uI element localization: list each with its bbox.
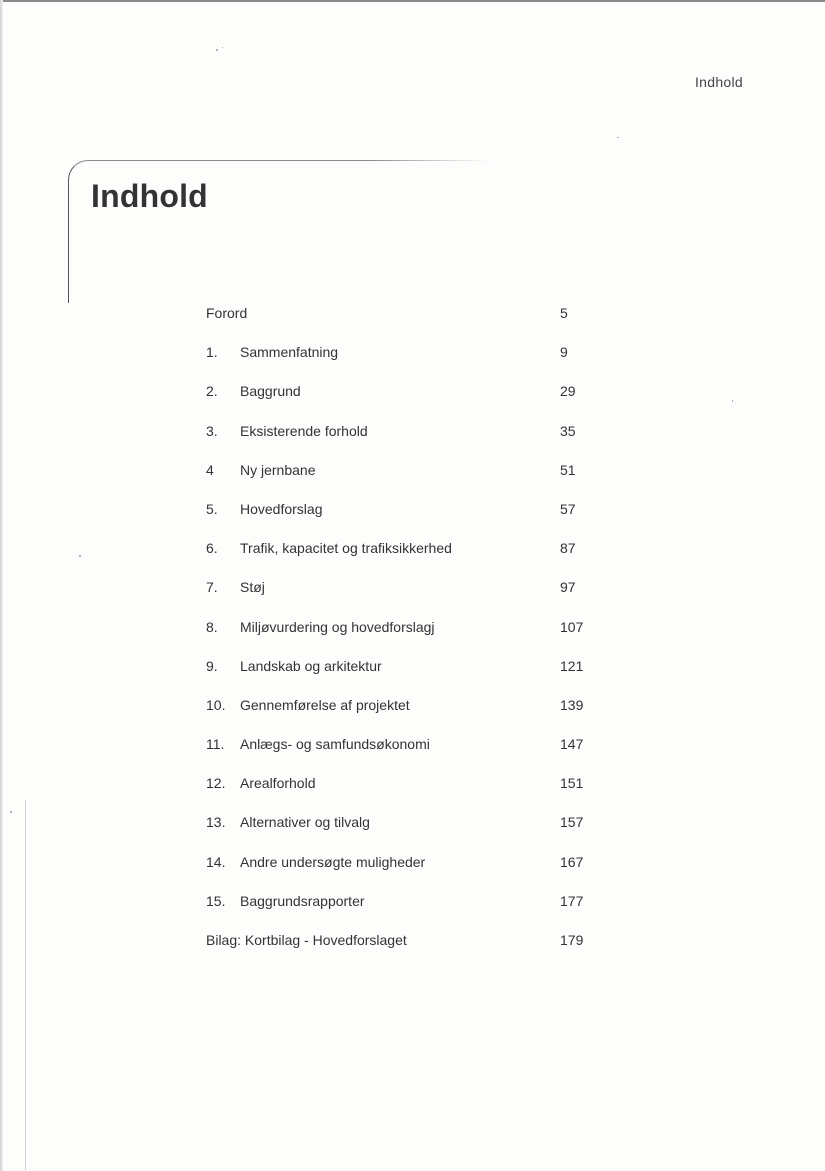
scan-speck	[79, 555, 81, 557]
page-title: Indhold	[91, 178, 208, 214]
toc-entry	[206, 575, 586, 614]
toc-entry-page: 107	[560, 618, 584, 635]
toc-entry	[206, 889, 586, 928]
toc-entry-number: 8.	[206, 618, 218, 635]
toc-entry-number: 2.	[206, 383, 218, 400]
scan-top-edge	[0, 0, 825, 2]
toc-entry-title: Forord	[206, 305, 248, 321]
toc-entry	[206, 497, 586, 536]
toc-entry	[206, 850, 586, 889]
toc-entry-number: 4	[206, 461, 214, 478]
toc-entry-page: 5	[560, 305, 568, 321]
toc-entry-page: 9	[560, 344, 568, 361]
toc-entry-page: 57	[560, 500, 576, 517]
toc-entry-title: Gennemførelse af projektet	[240, 696, 410, 713]
toc-entry-number: 11.	[206, 736, 225, 753]
toc-entry-title: Trafik, kapacitet og trafiksikkerhed	[240, 540, 452, 557]
toc-entry-page: 167	[560, 853, 584, 870]
toc-entry-page: 97	[560, 579, 576, 596]
toc-entry-page: 121	[560, 657, 584, 674]
scan-speck	[222, 47, 223, 48]
toc-entry-title: Baggrund	[240, 383, 301, 400]
toc-entry	[206, 732, 586, 771]
toc-entry-page: 177	[560, 892, 584, 909]
toc-entry-page: 35	[560, 422, 576, 439]
toc-entry-title: Hovedforslag	[240, 500, 323, 517]
toc-entry-page: 29	[560, 383, 576, 400]
toc-entry	[206, 340, 586, 379]
toc-entry	[206, 379, 586, 418]
toc-entry-number: 3.	[206, 422, 218, 439]
toc-entry-number: 13.	[206, 814, 226, 831]
toc-entry	[206, 536, 586, 575]
toc-entry-title: Landskab og arkitektur	[240, 657, 382, 674]
toc-entry-title: Miljøvurdering og hovedforslagj	[240, 618, 435, 635]
scan-speck	[732, 400, 733, 402]
toc-entry-number: 5.	[206, 500, 218, 517]
toc-entry-page: 179	[560, 932, 584, 948]
toc-entry-page: 87	[560, 540, 576, 557]
toc-entry-title: Anlægs- og samfundsøkonomi	[240, 736, 430, 753]
toc-entry	[206, 928, 586, 967]
toc-entry-title: Alternativer og tilvalg	[240, 814, 370, 831]
toc-entry-page: 51	[560, 461, 576, 478]
toc-entry-page: 157	[560, 814, 584, 831]
toc-entry-title: Støj	[240, 579, 265, 596]
toc-entry	[206, 771, 586, 810]
toc-entry-number: 12.	[206, 775, 226, 792]
toc-entry-page: 151	[560, 775, 584, 792]
toc-entry-title: Bilag: Kortbilag - Hovedforslaget	[206, 932, 407, 948]
toc-entry-number: 14.	[206, 853, 226, 870]
scan-speck	[617, 137, 619, 138]
toc-entry-number: 6.	[206, 540, 218, 557]
toc-entry-number: 15.	[206, 892, 226, 909]
table-of-contents	[206, 301, 586, 967]
toc-entry	[206, 615, 586, 654]
toc-entry	[206, 458, 586, 497]
toc-entry-page: 139	[560, 696, 584, 713]
toc-entry-number: 9.	[206, 657, 218, 674]
toc-entry	[206, 301, 586, 340]
toc-entry	[206, 810, 586, 849]
toc-entry-title: Ny jernbane	[240, 461, 316, 478]
toc-entry	[206, 693, 586, 732]
toc-entry	[206, 419, 586, 458]
toc-entry-number: 10.	[206, 696, 226, 713]
toc-entry-title: Andre undersøgte muligheder	[240, 853, 426, 870]
toc-entry-title: Sammenfatning	[240, 344, 339, 361]
toc-entry	[206, 654, 586, 693]
scan-speck	[10, 811, 12, 813]
toc-entry-title: Arealforhold	[240, 775, 316, 792]
toc-entry-number: 7.	[206, 579, 218, 596]
toc-entry-page: 147	[560, 736, 584, 753]
running-header: Indhold	[694, 74, 743, 90]
scan-artifact-line	[25, 800, 26, 1170]
scan-left-edge	[0, 0, 3, 1171]
scan-speck	[216, 49, 218, 51]
toc-entry-number: 1.	[206, 344, 218, 361]
toc-entry-title: Baggrundsrapporter	[240, 892, 365, 909]
toc-entry-title: Eksisterende forhold	[240, 422, 368, 439]
